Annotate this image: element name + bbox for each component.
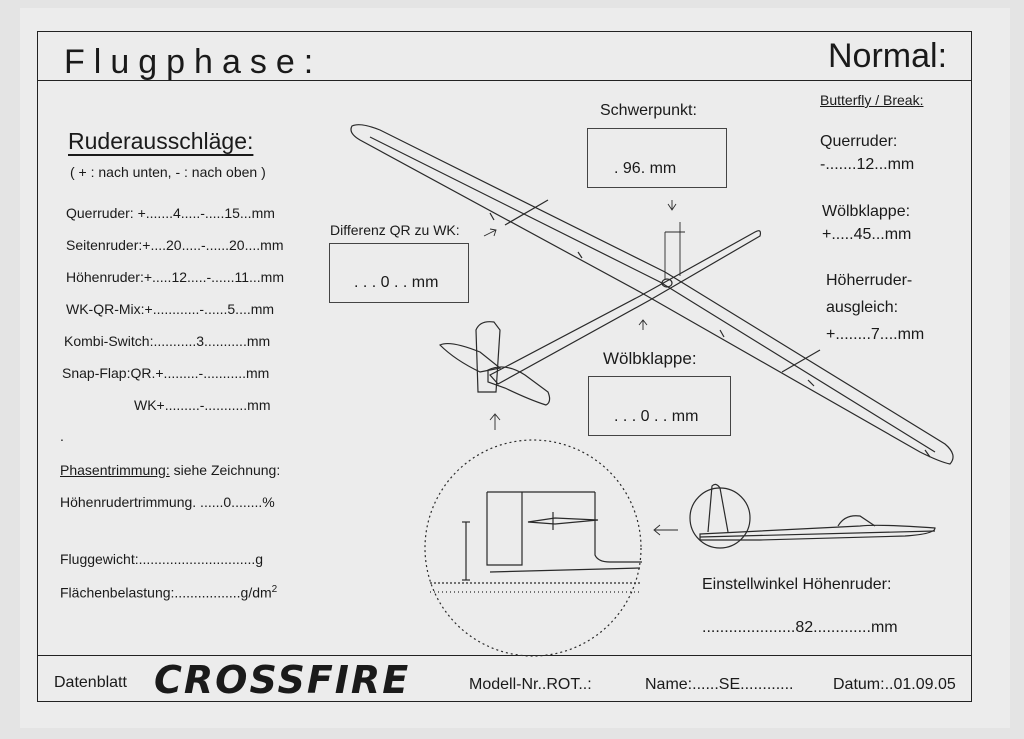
tail-unit [440,322,550,405]
schwerpunkt-label: Schwerpunkt: [600,102,697,119]
butterfly-woelb-value: +.....45...mm [822,226,912,243]
woelbklappe-label: Wölbklappe: [603,349,697,368]
hoeherruder-value: +........7....mm [826,326,925,343]
phasentrimmung-label: Phasentrimmung: [60,462,170,478]
side-view-glider [690,484,935,548]
querruder-line: Querruder: +.......4.....-.....15...mm [66,205,275,221]
schwerpunkt-value: . 96. mm [614,160,677,177]
fluggewicht-line: Fluggewicht:..............................g [60,551,264,567]
stray-dot: . [60,428,64,444]
detail-circle [425,440,642,656]
snap-flap-wk-line: WK+.........-...........mm [134,397,271,413]
main-wing [351,125,953,464]
einstellwinkel-label: Einstellwinkel Höhenruder: [702,576,892,593]
page-title: Flugphase: [64,43,323,81]
butterfly-woelb-label: Wölbklappe: [822,203,911,220]
cg-marker [665,200,685,280]
datenblatt-label: Datenblatt [54,674,127,691]
crossfire-logo: CROSSFIRE [154,658,411,702]
flaechenbelastung-sup: 2 [271,584,278,595]
modell-nr: Modell-Nr..ROT..: [469,676,592,693]
flight-phase-name: Normal: [828,37,948,75]
seitenruder-line: Seitenruder:+....20.....-......20....mm [66,237,284,253]
woelbklappe-value: . . . 0 . . mm [614,408,699,425]
hoeherruder-label-1: Höherruder- [826,272,913,289]
flaechenbelastung-label: Flächenbelastung:.................g/dm [60,584,272,601]
differenz-value: . . . 0 . . mm [354,274,439,291]
kombi-switch-line: Kombi-Switch:...........3...........mm [64,333,271,349]
phasentrimmung-text: siehe Zeichnung: [169,462,281,478]
name-field: Name:......SE............ [645,676,794,693]
butterfly-querruder-label: Querruder: [820,133,898,150]
differenz-label: Differenz QR zu WK: [330,222,460,238]
pointer-arrows [484,229,678,535]
snap-flap-line: Snap-Flap:QR.+.........-...........mm [62,365,270,381]
einstellwinkel-value: .....................82.............mm [702,619,898,636]
butterfly-querruder-value: -.......12...mm [820,156,915,173]
butterfly-title: Butterfly / Break: [820,92,924,108]
hoehenruder-line: Höhenruder:+.....12.....-......11...mm [66,269,284,285]
datum-field: Datum:..01.09.05 [833,676,956,693]
hoeherruder-label-2: ausgleich: [826,299,899,316]
ruder-subtitle: ( + : nach unten, - : nach oben ) [70,164,266,180]
fuselage [490,231,760,384]
section-title-ruder: Ruderausschläge: [68,128,254,154]
hoehenrudertrimmung-line: Höhenrudertrimmung. ......0........% [60,494,275,510]
wk-qr-mix-line: WK-QR-Mix:+............-......5....mm [66,301,275,317]
